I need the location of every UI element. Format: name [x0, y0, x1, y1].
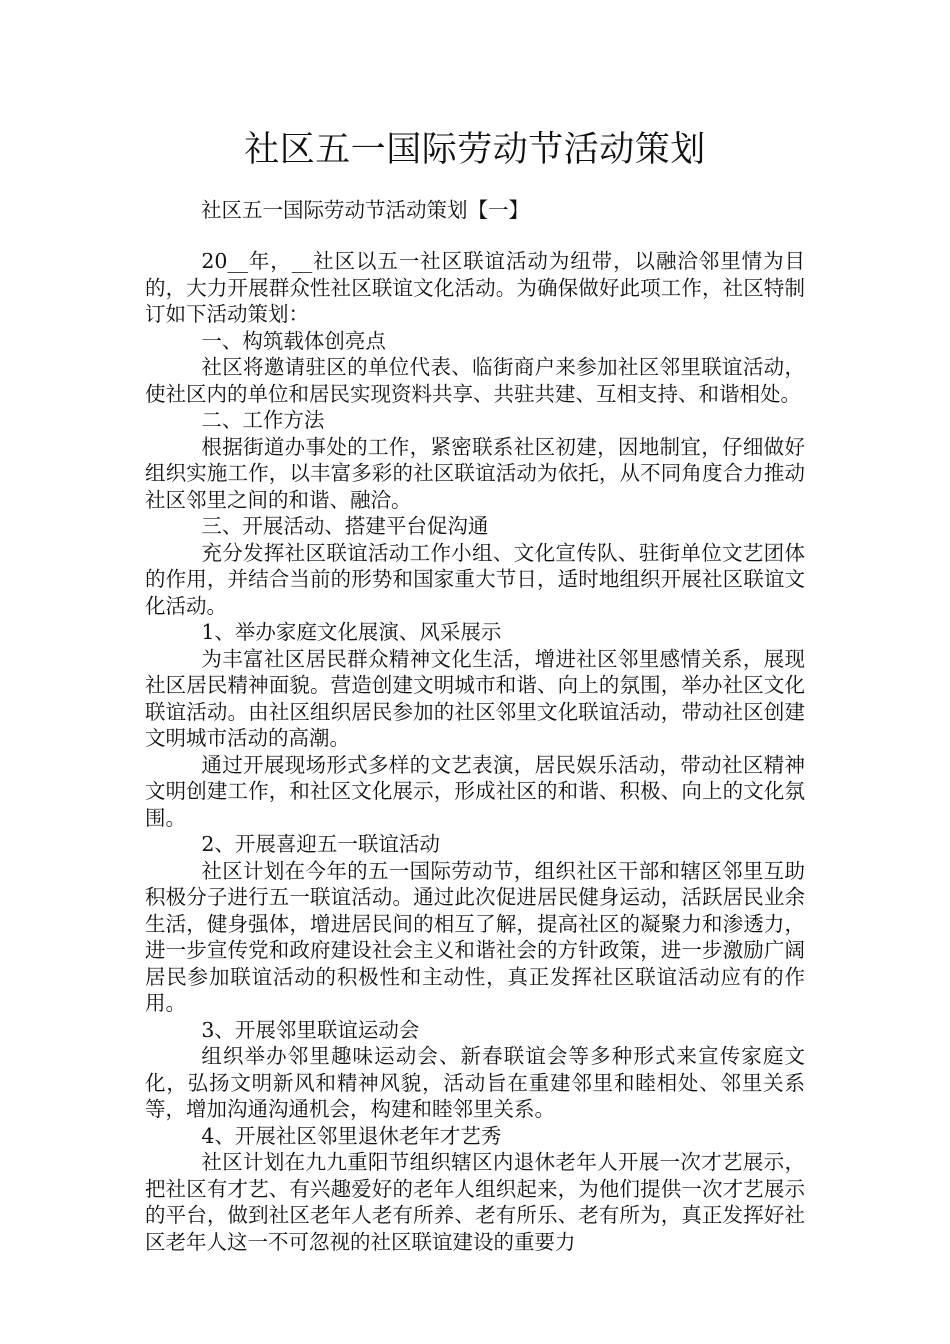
paragraph: 社区计划在今年的五一国际劳动节，组织社区干部和辖区邻里互助积极分子进行五一联谊活动。通过此次促进居民健身运动，活跃居民业余生活，健身强体，增进居民间的相互了解，提高社区的凝聚力和渗透力，进一步宣传党和政府建设社会主义和谐社会的方针政策，进一步激励广阔居民参加联谊活动的积极性和主动性，真正发挥社区联谊活动应有的作用。: [145, 858, 805, 1015]
section-heading: 二、工作方法: [201, 408, 325, 432]
paragraph: 通过开展现场形式多样的文艺表演，居民娱乐活动，带动社区精神文明创建工作，和社区文化展示，形成社区的和谐、积极、向上的文化氛围。: [145, 752, 805, 830]
document-subtitle: 社区五一国际劳动节活动策划【一】: [201, 198, 529, 222]
section-heading: 三、开展活动、搭建平台促沟通: [201, 514, 489, 538]
paragraph: 社区计划在九九重阳节组织辖区内退休老年人开展一次才艺展示，把社区有才艺、有兴趣爱好的老年人组织起来，为他们提供一次才艺展示的平台，做到社区老年人老有所养、老有所乐、老有所为，真正发挥好社区老年人这一不可忽视的社区联谊建设的重要力: [145, 1150, 805, 1254]
document-body: [145, 248, 805, 1255]
subsection-heading: 4、开展社区邻里退休老年才艺秀: [201, 1123, 502, 1148]
paragraph: 20__年，__社区以五一社区联谊活动为纽带，以融洽邻里情为目的，大力开展群众性社区联谊文化活动。为确保做好此项工作，社区特制订如下活动策划：: [145, 249, 805, 326]
subsection-heading: 3、开展邻里联谊运动会: [201, 1017, 420, 1042]
paragraph: 充分发挥社区联谊活动工作小组、文化宣传队、驻街单位文艺团体的作用，并结合当前的形势和国家重大节日，适时地组织开展社区联谊文化活动。: [145, 540, 805, 618]
paragraph: 根据街道办事处的工作，紧密联系社区初建，因地制宜，仔细做好组织实施工作，以丰富多彩的社区联谊活动为依托，从不同角度合力推动社区邻里之间的和谐、融洽。: [145, 434, 805, 512]
document-title: 社区五一国际劳动节活动策划: [244, 130, 706, 170]
paragraph: 社区将邀请驻区的单位代表、临街商户来参加社区邻里联谊活动，使社区内的单位和居民实现资料共享、共驻共建、互相支持、和谐相处。: [145, 355, 805, 406]
paragraph: 组织举办邻里趣味运动会、新春联谊会等多种形式来宣传家庭文化，弘扬文明新风和精神风貌，活动旨在重建邻里和睦相处、邻里关系等，增加沟通沟通机会，构建和睦邻里关系。: [145, 1044, 805, 1121]
subsection-heading: 1、举办家庭文化展演、风采展示: [201, 620, 502, 644]
subsection-heading: 2、开展喜迎五一联谊活动: [201, 832, 440, 856]
section-heading: 一、构筑载体创亮点: [201, 328, 386, 353]
paragraph: 为丰富社区居民群众精神文化生活，增进社区邻里感情关系，展现社区居民精神面貌。营造创建文明城市和谐、向上的氛围，举办社区文化联谊活动。由社区组织居民参加的社区邻里文化联谊活动，带动社区创建文明城市活动的高潮。: [145, 646, 805, 750]
